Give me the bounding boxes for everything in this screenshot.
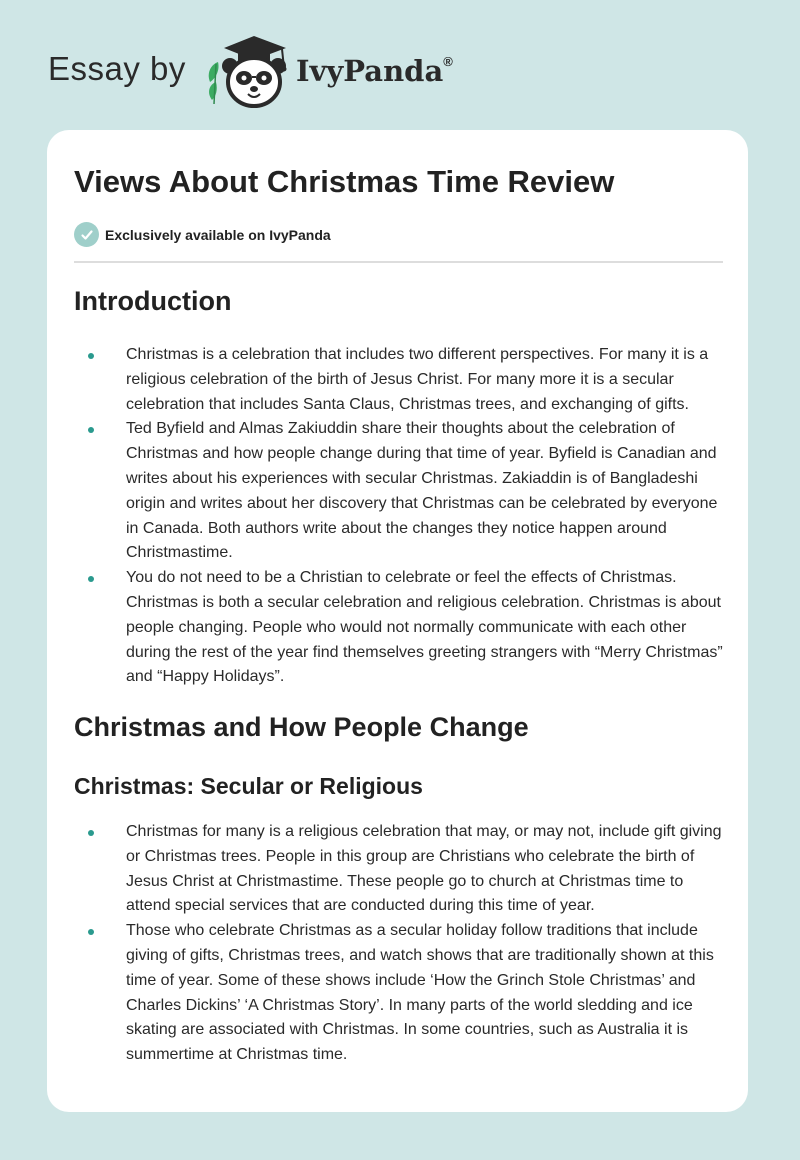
site-header	[48, 30, 508, 110]
exclusive-badge-text: Exclusively available on IvyPanda	[105, 226, 331, 243]
article-title: Views About Christmas Time Review	[74, 164, 615, 199]
exclusive-badge	[74, 222, 331, 247]
divider	[74, 261, 723, 263]
subsection-heading-secular-or-religious: Christmas: Secular or Religious	[74, 773, 423, 799]
essay-by-label: Essay by	[48, 50, 186, 87]
list-item: Christmas for many is a religious celebration that may, or may not, include gift giving or Christmas trees. People in this group are Christians who celebrate the birth of Jesus Christ at Christmastime. These people go to church at Christmas time to attend special services that are conducted during this time of year.	[74, 820, 724, 919]
panda-graduate-logo-icon[interactable]	[204, 34, 294, 110]
secular-or-religious-list	[74, 820, 724, 1068]
section-heading-introduction: Introduction	[74, 286, 232, 316]
list-item: You do not need to be a Christian to celebrate or feel the effects of Christmas. Christmas is both a secular celebration and religious celebration. Christmas is about people changing. People who would not normally communicate with each other during the rest of the year find themselves greeting strangers with “Merry Christmas” and “Happy Holidays”.	[74, 566, 724, 690]
introduction-list	[74, 343, 724, 690]
registered-mark: ®	[443, 54, 453, 70]
section-heading-christmas-and-how-people-change: Christmas and How People Change	[74, 712, 529, 742]
article-card	[47, 130, 748, 1112]
brand-text: IvyPanda	[296, 54, 444, 88]
list-item: Ted Byfield and Almas Zakiuddin share their thoughts about the celebration of Christmas and how people change during that time of year. Byfield is Canadian and writes about his experiences with secular Christmas. Zakiaddin is of Bangladeshi origin and writes about her discovery that Christmas can be celebrated by everyone in Canada. Both authors write about the changes they notice happen around Christmastime.	[74, 417, 724, 566]
list-item: Christmas is a celebration that includes two different perspectives. For many it is a religious celebration of the birth of Jesus Christ. For many more it is a secular celebration that includes Santa Claus, Christmas trees, and exchanging of gifts.	[74, 343, 724, 417]
brand-name[interactable]	[296, 54, 453, 88]
check-icon	[74, 222, 99, 247]
list-item: Those who celebrate Christmas as a secular holiday follow traditions that include giving of gifts, Christmas trees, and watch shows that are traditionally shown at this time of year. Some of these shows include ‘How the Grinch Stole Christmas’ and Charles Dickins’ ‘A Christmas Story’. In many parts of the world sledding and ice skating are associated with Christmas. In some countries, such as Australia it is summertime at Christmas time.	[74, 919, 724, 1068]
